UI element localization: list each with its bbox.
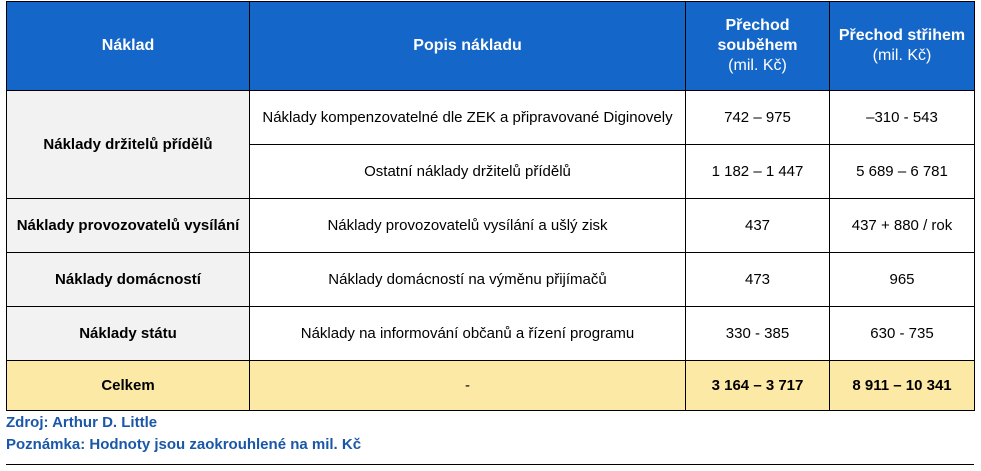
strih-cell: 5 689 – 6 781 (830, 145, 975, 199)
category-cell: Náklady státu (7, 307, 250, 361)
strih-cell: –310 - 543 (830, 91, 975, 145)
table-row (7, 91, 975, 145)
notes (6, 412, 974, 456)
total-row (7, 361, 975, 411)
soubeh-cell: 1 182 – 1 447 (686, 145, 830, 199)
description-cell: Náklady na informování občanů a řízení programu (250, 307, 686, 361)
table-row (7, 199, 975, 253)
header-soubeh (686, 2, 830, 91)
strih-cell: 630 - 735 (830, 307, 975, 361)
header-naklad: Náklad (7, 2, 250, 91)
description-cell: Ostatní náklady držitelů přídělů (250, 145, 686, 199)
description-cell: Náklady provozovatelů vysílání a ušlý zisk (250, 199, 686, 253)
source-note: Zdroj: Arthur D. Little (6, 414, 158, 431)
header-popis: Popis nákladu (250, 2, 686, 91)
description-cell: Náklady domácností na výměnu přijímačů (250, 253, 686, 307)
soubeh-cell: 437 (686, 199, 830, 253)
table-row (7, 307, 975, 361)
total-label: Celkem (7, 361, 250, 411)
header-strih-title: Přechod střihem (838, 27, 966, 44)
remark-note: Poznámka: Hodnoty jsou zaokrouhlené na mil. Kč (6, 436, 362, 453)
header-soubeh-unit: (mil. Kč) (728, 57, 787, 74)
category-cell: Náklady držitelů přídělů (7, 91, 250, 199)
header-strih-unit: (mil. Kč) (872, 47, 932, 64)
total-strih: 8 911 – 10 341 (830, 361, 975, 411)
table-row (7, 253, 975, 307)
total-soubeh: 3 164 – 3 717 (686, 361, 830, 411)
header-strih (830, 2, 975, 91)
strih-cell: 965 (830, 253, 975, 307)
header-row (7, 2, 975, 91)
category-cell: Náklady domácností (7, 253, 250, 307)
soubeh-cell: 742 – 975 (686, 91, 830, 145)
description-cell: Náklady kompenzovatelné dle ZEK a připravované Diginovely (250, 91, 686, 145)
cost-table (6, 1, 975, 411)
category-cell: Náklady provozovatelů vysílání (7, 199, 250, 253)
soubeh-cell: 330 - 385 (686, 307, 830, 361)
header-soubeh-title: Přechod souběhem (717, 17, 798, 54)
soubeh-cell: 473 (686, 253, 830, 307)
divider (6, 464, 974, 465)
total-description: - (250, 361, 686, 411)
strih-cell: 437 + 880 / rok (830, 199, 975, 253)
